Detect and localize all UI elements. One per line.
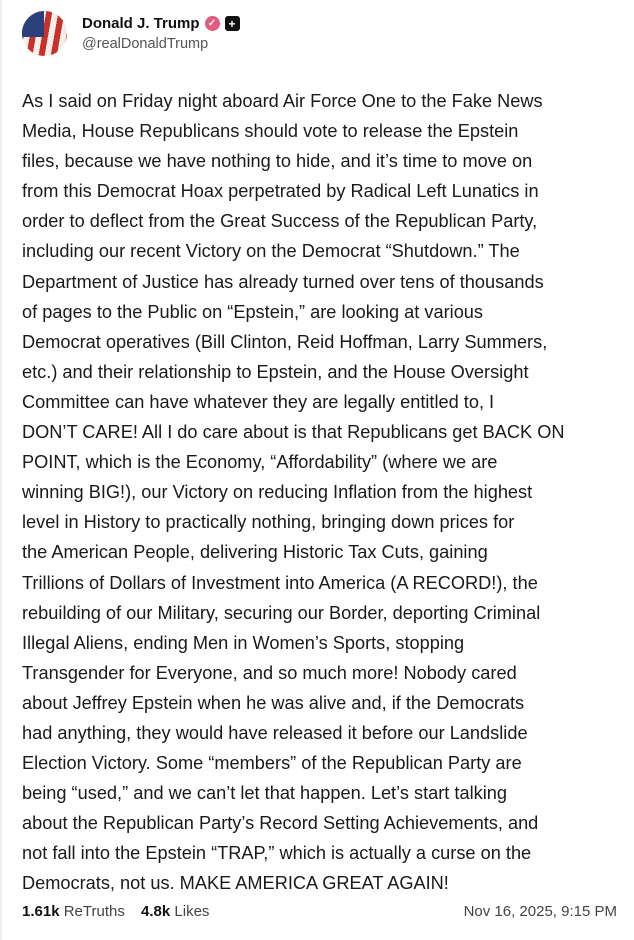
post-text-line: about the Republican Party’s Record Setting Achievements, and — [22, 813, 539, 834]
post-text-line: Democrats, not us. MAKE AMERICA GREAT AGAIN! — [22, 873, 449, 894]
post-text-line: As I said on Friday night aboard Air Force One to the Fake News — [22, 91, 543, 111]
post-text-line: Democrat operatives (Bill Clinton, Reid Hoffman, Larry Summers, — [22, 331, 548, 352]
post-text-line: Election Victory. Some “members” of the Republican Party are — [22, 753, 522, 774]
post-text-line: files, because we have nothing to hide, and it’s time to move on — [22, 151, 533, 172]
post-text-line: being “used,” and we can’t let that happen. Let’s start talking — [22, 783, 507, 804]
post-text-line: of pages to the Public on “Epstein,” are looking at various — [22, 301, 484, 322]
post-text-line: Media, House Republicans should vote to release the Epstein — [22, 121, 519, 142]
post-text-line: not fall into the Epstein “TRAP,” which is actually a curse on the — [22, 843, 532, 864]
post-text-line: etc.) and their relationship to Epstein, and the House Oversight — [22, 361, 529, 382]
post-text-line: Department of Justice has already turned over tens of thousands — [22, 271, 544, 292]
post-body — [22, 86, 632, 899]
post-header — [22, 11, 240, 56]
post-text-line: including our recent Victory on the Democrat “Shutdown.” The — [22, 241, 520, 262]
post-text-line: Transgender for Everyone, and so much more! Nobody cared — [22, 662, 517, 683]
retruths-count: 1.61k — [22, 903, 60, 920]
post-text-line: level in History to practically nothing, bringing down prices for — [22, 512, 515, 533]
likes-stat[interactable] — [141, 903, 209, 920]
post-text-line: the American People, delivering Historic Tax Cuts, gaining — [22, 542, 488, 563]
post-text-line: Trillions of Dollars of Investment into America (A RECORD!), the — [22, 572, 538, 593]
avatar[interactable] — [22, 11, 67, 56]
retruths-stat[interactable] — [22, 903, 125, 920]
author-handle[interactable]: @realDonaldTrump — [82, 36, 209, 52]
retruths-label: ReTruths — [63, 903, 125, 920]
post-text-line: from this Democrat Hoax perpetrated by Radical Left Lunatics in — [22, 181, 539, 202]
post-text-line: Illegal Aliens, ending Men in Women’s Sports, stopping — [22, 632, 465, 653]
post-footer — [22, 903, 617, 920]
likes-label: Likes — [174, 903, 210, 920]
post-timestamp[interactable]: Nov 16, 2025, 9:15 PM — [463, 903, 617, 920]
post-text-line: POINT, which is the Economy, “Affordability” (where we are — [22, 452, 498, 473]
post-text-line: Committee can have whatever they are legally entitled to, I — [22, 391, 495, 412]
author-name[interactable]: Donald J. Trump — [82, 15, 200, 32]
verified-badge-icon: ✓ — [205, 16, 220, 31]
post-text-line: had anything, they would have released it before our Landslide — [22, 722, 528, 743]
plus-icon: + — [225, 16, 240, 31]
post-text-line: about Jeffrey Epstein when he was alive and, if the Democrats — [22, 692, 525, 713]
likes-count: 4.8k — [141, 903, 171, 920]
post-text-line: order to deflect from the Great Success of the Republican Party, — [22, 211, 538, 232]
post-text-line: DON’T CARE! All I do care about is that Republicans get BACK ON — [22, 422, 565, 443]
post-text-line: rebuilding of our Military, securing our Border, deporting Criminal — [22, 602, 541, 623]
post-text-line: winning BIG!), our Victory on reducing Inflation from the highest — [22, 482, 533, 503]
